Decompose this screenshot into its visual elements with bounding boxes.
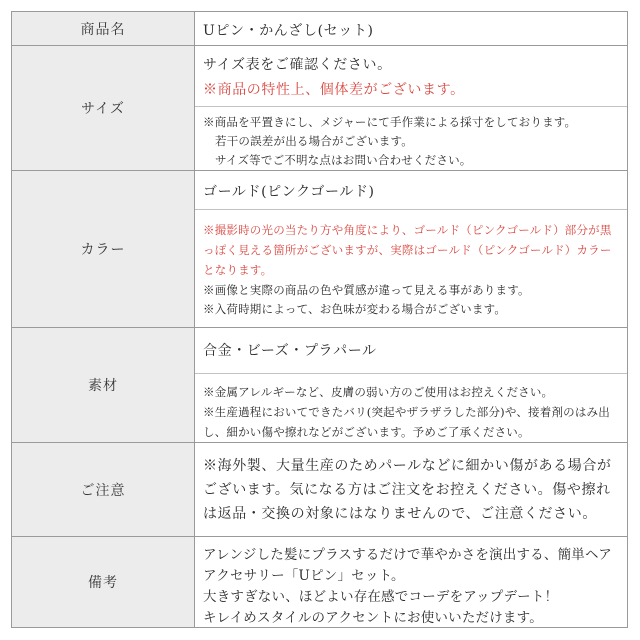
remarks-line: アレンジした髪にプラスするだけで華やかさを演出する、簡単ヘア <box>203 547 612 563</box>
row-caution <box>12 443 627 537</box>
material-notes-cell <box>195 374 627 443</box>
size-main-cell <box>195 46 627 107</box>
color-warning-line: となります。 <box>203 263 273 277</box>
label-material: 素材 <box>12 328 195 442</box>
color-note-line: ※入荷時期によって、お色味が変わる場合がございます。 <box>203 302 507 316</box>
content-product-name <box>195 12 627 45</box>
size-note-line: 若干の誤差が出る場合がございます。 <box>215 134 413 148</box>
row-size <box>12 46 627 171</box>
label-product-name: 商品名 <box>12 12 195 45</box>
remarks-line: 大きすぎない、ほどよい存在感でコーデをアップデート！ <box>203 589 559 605</box>
material-note-line: ※生産過程においてできたバリ(突起やザラザラした部分)や、接着剤のはみ出 <box>203 405 610 419</box>
color-notes-cell <box>195 210 627 328</box>
caution-line: ございます。気になる方はご注文をお控えください。傷や擦れ <box>203 482 611 498</box>
material-main-text: 合金・ビーズ・プラパール <box>203 343 377 359</box>
size-warning-text: ※商品の特性上、個体差がございます。 <box>203 82 465 98</box>
row-remarks <box>12 537 627 627</box>
label-caution: ご注意 <box>12 443 195 536</box>
product-name-value: Uピン・かんざし(セット) <box>203 23 374 39</box>
color-warning-line: ※撮影時の光の当たり方や角度により、ゴールド（ピンクゴールド）部分が黒 <box>203 223 612 237</box>
color-note-line: ※画像と実際の商品の色や質感が違って見える事があります。 <box>203 283 530 297</box>
material-note-line: ※金属アレルギーなど、皮膚の弱い方のご使用はお控えください。 <box>203 385 554 399</box>
size-notes-cell <box>195 107 627 171</box>
size-note-line: サイズ等でご不明な点はお問い合わせください。 <box>215 153 472 167</box>
row-product-name <box>12 12 627 46</box>
product-spec-table <box>11 11 628 628</box>
material-main-cell <box>195 328 627 374</box>
content-color <box>195 171 627 327</box>
label-remarks: 備考 <box>12 537 195 627</box>
size-main-text: サイズ表をご確認ください。 <box>203 57 392 73</box>
material-note-line: し、細かい傷や擦れなどがございます。予めご了承ください。 <box>203 425 530 439</box>
remarks-line: キレイめスタイルのアクセントにお使いいただけます。 <box>203 610 543 626</box>
caution-line: ※海外製、大量生産のためパールなどに細かい傷がある場合が <box>203 458 612 474</box>
content-size <box>195 46 627 170</box>
content-caution <box>195 443 627 536</box>
caution-line: は返品・交換の対象にはなりませんので、ご注意ください。 <box>203 506 597 522</box>
label-size: サイズ <box>12 46 195 170</box>
color-main-cell <box>195 171 627 210</box>
content-remarks <box>195 537 627 627</box>
row-color <box>12 171 627 328</box>
size-note-line: ※商品を平置きにし、メジャーにて手作業による採寸をしております。 <box>203 115 577 129</box>
label-color: カラー <box>12 171 195 327</box>
color-warning-line: っぽく見える箇所がございますが、実際はゴールド（ピンクゴールド）カラー <box>203 243 612 257</box>
content-material <box>195 328 627 442</box>
remarks-line: アクセサリー「Uピン」セット。 <box>203 568 405 584</box>
row-material <box>12 328 627 443</box>
color-main-text: ゴールド(ピンクゴールド) <box>203 184 375 200</box>
